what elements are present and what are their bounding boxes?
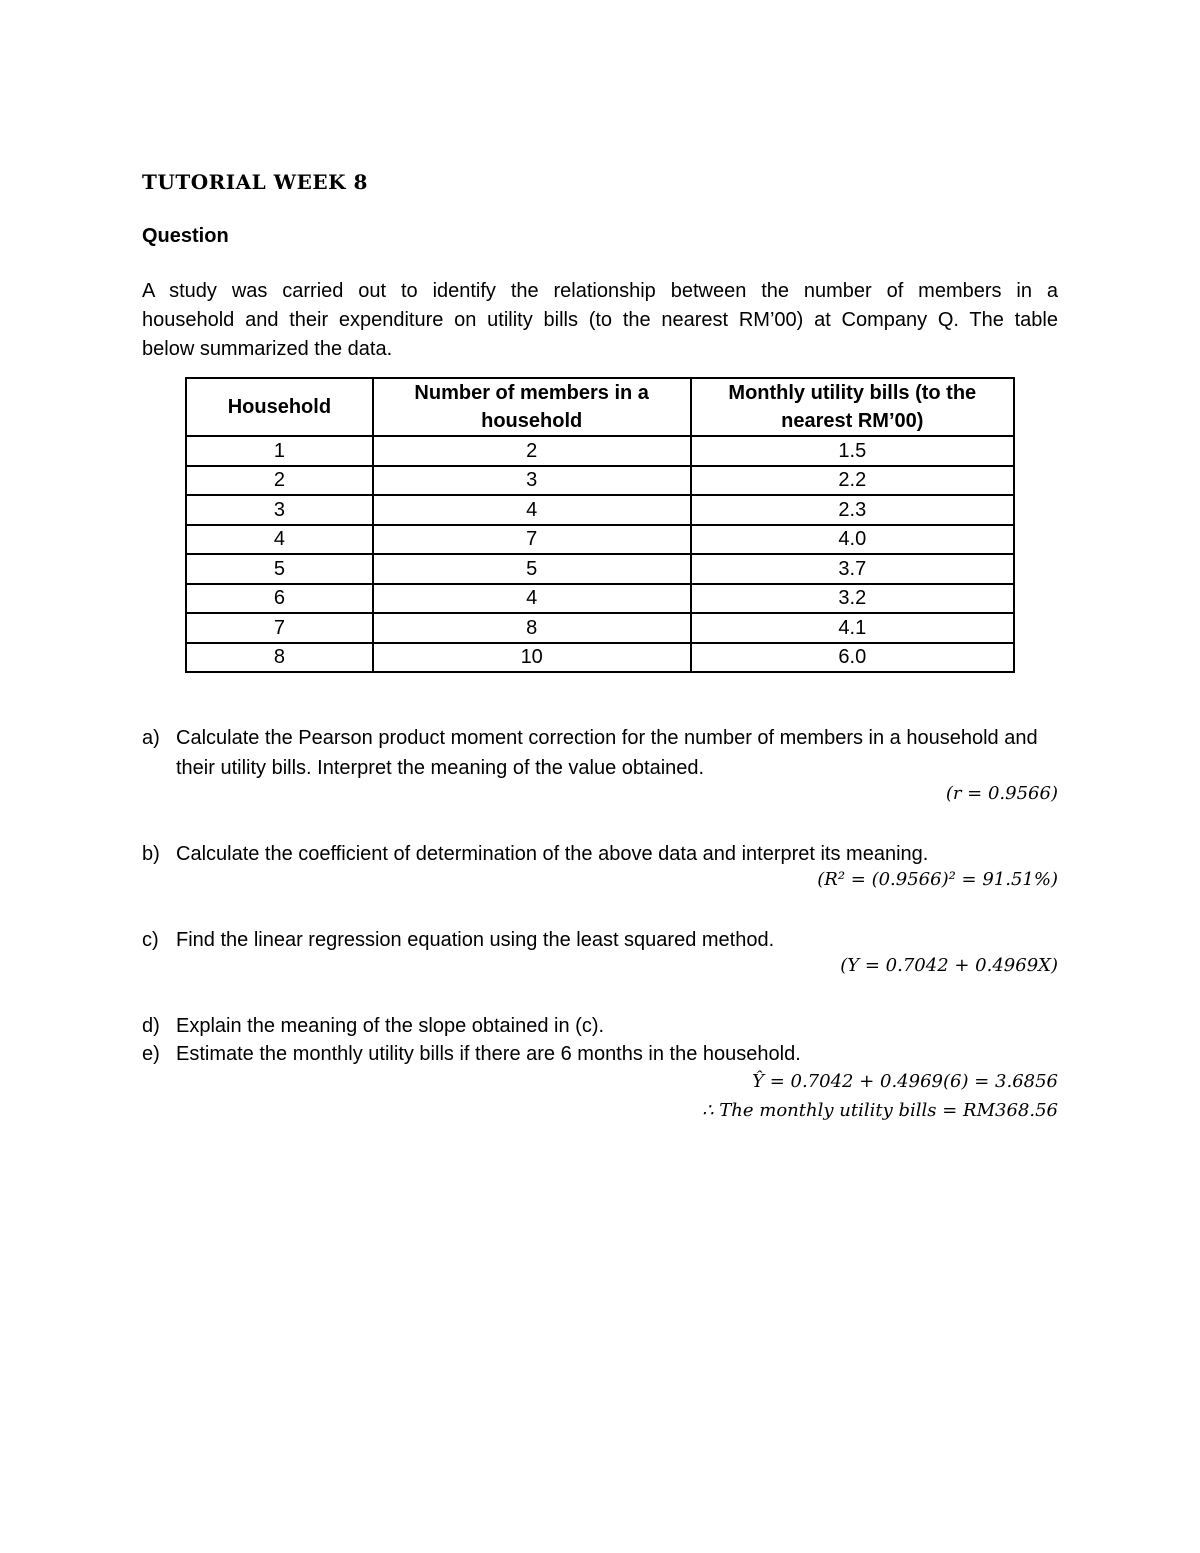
cell-utility-bill: 3.2: [691, 584, 1014, 614]
question-text: Estimate the monthly utility bills if there are 6 months in the household.: [176, 1043, 801, 1065]
question-text: Calculate the coefficient of determination of the above data and interpret its meaning.: [176, 843, 929, 865]
cell-household: 2: [186, 466, 373, 496]
question-e: [142, 1039, 1060, 1069]
cell-household: 1: [186, 436, 373, 466]
cell-members: 5: [373, 554, 691, 584]
cell-household: 5: [186, 554, 373, 584]
page-title: TUTORIAL WEEK 8: [142, 170, 368, 194]
table-header-row: [186, 378, 1014, 436]
table-row: [186, 554, 1014, 584]
intro-line: household and their expenditure on utility bills (to the nearest RM’00) at Company Q. The table: [142, 309, 1058, 331]
cell-members: 10: [373, 643, 691, 673]
cell-members: 3: [373, 466, 691, 496]
question-heading: Question: [142, 225, 229, 247]
cell-members: 7: [373, 525, 691, 555]
data-table: [185, 377, 1015, 673]
cell-members: 8: [373, 613, 691, 643]
header-household: Household: [186, 378, 373, 436]
intro-line: below summarized the data.: [142, 338, 393, 360]
question-c: [142, 925, 1060, 955]
cell-household: 4: [186, 525, 373, 555]
table-row: [186, 584, 1014, 614]
cell-members: 4: [373, 495, 691, 525]
cell-utility-bill: 2.3: [691, 495, 1014, 525]
table-row: [186, 643, 1014, 673]
question-text: Explain the meaning of the slope obtained in (c).: [176, 1015, 605, 1037]
question-label: e): [142, 1043, 160, 1065]
cell-members: 2: [373, 436, 691, 466]
header-members: Number of members in a household: [373, 378, 691, 436]
question-b: [142, 839, 1060, 869]
question-label: a): [142, 727, 160, 749]
question-text: Find the linear regression equation using the least squared method.: [176, 929, 775, 951]
question-d: [142, 1011, 1060, 1041]
cell-household: 8: [186, 643, 373, 673]
intro-line: A study was carried out to identify the relationship between the number of members in a: [142, 280, 1058, 302]
table-row: [186, 525, 1014, 555]
cell-utility-bill: 3.7: [691, 554, 1014, 584]
cell-household: 3: [186, 495, 373, 525]
cell-household: 6: [186, 584, 373, 614]
intro-paragraph: [142, 277, 1058, 364]
question-label: d): [142, 1015, 160, 1037]
cell-members: 4: [373, 584, 691, 614]
table-row: [186, 466, 1014, 496]
question-label: b): [142, 843, 160, 865]
table-row: [186, 613, 1014, 643]
header-utility-bills: Monthly utility bills (to the nearest RM’00): [691, 378, 1014, 436]
question-label: c): [142, 929, 159, 951]
answer-e-line2: ∴ The monthly utility bills = RM368.56: [702, 1100, 1058, 1121]
question-a: [142, 723, 1060, 783]
cell-utility-bill: 1.5: [691, 436, 1014, 466]
cell-utility-bill: 6.0: [691, 643, 1014, 673]
answer-e-line1: Ŷ = 0.7042 + 0.4969(6) = 3.6856: [752, 1071, 1058, 1092]
table-row: [186, 436, 1014, 466]
question-text: Calculate the Pearson product moment correction for the number of members in a household and their utility bills. Interpret the meaning of the value obtained.: [176, 727, 1038, 779]
cell-utility-bill: 4.0: [691, 525, 1014, 555]
answer-a: (r = 0.9566): [945, 783, 1058, 804]
cell-household: 7: [186, 613, 373, 643]
answer-c: (Y = 0.7042 + 0.4969X): [840, 955, 1058, 976]
answer-b: (R² = (0.9566)² = 91.51%): [817, 869, 1058, 890]
cell-utility-bill: 2.2: [691, 466, 1014, 496]
cell-utility-bill: 4.1: [691, 613, 1014, 643]
table-row: [186, 495, 1014, 525]
